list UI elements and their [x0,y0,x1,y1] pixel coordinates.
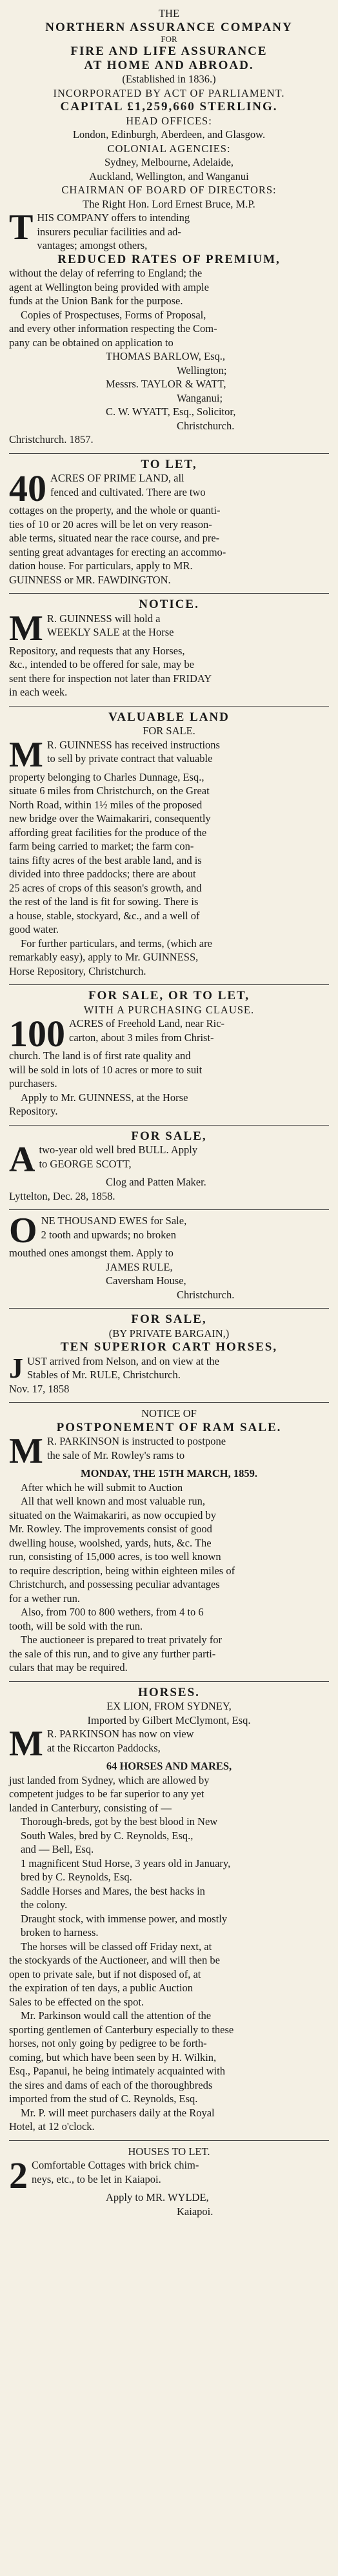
ad-line: Copies of Prospectuses, Forms of Proposal, [21,308,206,321]
ad-line: tooth, will be sold with the run. [9,1619,143,1632]
ad-line: insurers peculiar facilities and ad- [37,225,181,238]
ad-line: tains fifty acres of the best arable land, and is [9,854,202,866]
ad-line: divided into three paddocks; there are about [9,868,196,880]
big-number: 100 [9,1013,65,1055]
signature-line: Kaiapoi. [177,2205,214,2218]
ad-line: vantages; amongst others, [37,239,148,251]
company-name: NORTHERN ASSURANCE COMPANY [45,20,293,34]
divider [9,1681,329,1682]
ad-line: HEAD OFFICES: [126,114,212,127]
ad-bull-for-sale [9,1127,329,1209]
ad-line: remarkably easy), apply to Mr. GUINNESS, [9,951,199,963]
ad-line: R. PARKINSON is instructed to postpone [46,1435,226,1447]
big-number: 40 [9,467,46,509]
ad-line: the rest of the land is fit for sowing. There is [9,895,199,908]
ad-line: Mr. Rowley. The improvements consist of good [9,1523,212,1535]
ad-line: just landed from Sydney, which are allowed by [9,1773,210,1786]
signature-line: Christchurch. [177,1288,235,1301]
signature-line: Clog and Patten Maker. [106,1176,206,1188]
ad-freehold-land [9,986,329,1124]
ad-line: North Road, within 1½ miles of the proposed [9,798,203,811]
ad-line: ACRES OF PRIME LAND, all [50,472,184,484]
ad-ram-sale-postponement [9,1404,329,1680]
ad-title: HORSES. [138,1685,200,1699]
ad-line: Auckland, Wellington, and Wanganui [89,170,249,182]
ad-line: sporting gentlemen of Canterbury especially to these [9,2023,234,2036]
ad-line: bred by C. Reynolds, Esq. [21,1871,132,1883]
ad-to-let-land [9,455,329,592]
signature-line: JAMES RULE, [106,1260,173,1273]
big-number: 2 [9,2154,28,2196]
ad-line: farm being carried to market; the farm con- [9,840,194,852]
ad-line: fenced and cultivated. There are two [50,485,206,498]
ad-line: to GEORGE SCOTT, [39,1157,132,1170]
ad-line: For further particulars, and terms, (which are [21,937,212,950]
ad-title: FOR SALE, [131,1129,207,1143]
ad-line: without the delay of referring to England; the [9,267,203,279]
ad-line: mouthed ones amongst them. Apply to [9,1247,174,1259]
ad-title: TO LET, [141,457,197,471]
signature-line: THOMAS BARLOW, Esq., [106,350,226,362]
ad-line: at the Riccarton Paddocks, [46,1741,161,1754]
ad-line: broken to harness. [21,1926,99,1938]
ad-horses-ex-lion [9,1683,329,2139]
ad-line: ACRES of Freehold Land, near Ric- [69,1017,225,1029]
divider [9,1402,329,1403]
ad-line: GUINNESS or MR. FAWDINGTON. [9,573,171,586]
ad-line: will be sold in lots of 10 acres or more to suit [9,1063,203,1076]
ad-title: FOR SALE, OR TO LET, [88,989,250,1002]
ad-line: The auctioneer is prepared to treat privately for [21,1634,222,1646]
divider [9,984,329,985]
ad-heading: POSTPONEMENT OF RAM SALE. [56,1420,282,1434]
ad-line: Draught stock, with immense power, and mostly [21,1912,228,1925]
ad-line: and every other information respecting the Com- [9,322,217,335]
ad-line: to require description, being within eighteen miles of [9,1564,235,1577]
ad-line: pany can be obtained on application to [9,336,174,349]
ad-title: VALUABLE LAND [108,710,230,724]
signature-line: Apply to MR. WYLDE, [106,2191,209,2203]
drop-cap: M [9,734,43,775]
capital-line: CAPITAL £1,259,660 STERLING. [60,100,278,113]
signature-line: Wanganui; [177,391,223,404]
signature-line: C. W. WYATT, Esq., Solicitor, [106,405,236,418]
divider [9,1125,329,1126]
ad-line: After which he will submit to Auction [21,1481,183,1494]
ad-line: ties of 10 or 20 acres will be let on very reason- [9,518,212,531]
ad-line: dation house. For particulars, apply to MR. [9,560,193,572]
ad-line: horses, not only going by pedigree to be forth- [9,2037,207,2049]
ad-line: R. PARKINSON has now on view [46,1728,194,1740]
drop-cap: T [9,208,34,248]
ad-line: property belonging to Charles Dunnage, Esq., [9,770,204,783]
divider [9,453,329,454]
ad-line: agent at Wellington being provided with ample [9,280,209,293]
ad-line: Esq., Papanui, he being intimately acquainted with [9,2065,225,2077]
ad-line: carton, about 3 miles from Christ- [69,1031,214,1044]
ad-line: purchasers. [9,1077,57,1089]
ad-line: Also, from 700 to 800 wethers, from 4 to 6 [21,1606,204,1618]
ad-line: situate 6 miles from Christchurch, on the Great [9,785,210,797]
divider [9,706,329,707]
ad-line: Repository, and requests that any Horses, [9,644,185,657]
ad-subtitle: WITH A PURCHASING CLAUSE. [83,1003,255,1016]
ad-line: Sales to be effected on the spot. [9,1995,144,2008]
ad-line: run, consisting of 15,000 acres, is too well known [9,1550,221,1563]
ad-line: Christchurch, and possessing peculiar advantages [9,1578,220,1590]
ad-line: THE [158,7,180,19]
ad-line: and — Bell, Esq. [21,1843,94,1855]
ad-line: landed in Canterbury, consisting of — [9,1801,172,1814]
divider [9,593,329,594]
ad-line: WEEKLY SALE at the Horse [46,626,174,638]
ad-line: two-year old well bred BULL. Apply [39,1144,198,1156]
ad-line: Hotel, at 12 o'clock. [9,2120,95,2132]
ad-subtitle: Imported by Gilbert McClymont, Esq. [87,1713,251,1726]
ad-line: Comfortable Cottages with brick chim- [32,2159,199,2171]
ad-line: funds at the Union Bank for the purpose. [9,295,183,307]
ad-line: cottages on the property, and the whole or quanti- [9,504,221,516]
ad-line: Mr. Parkinson would call the attention of the [21,2009,212,2022]
ad-line: church. The land is of first rate quality and [9,1049,191,1062]
ad-line: Mr. P. will meet purchasers daily at the Royal [21,2106,215,2119]
ad-heading: AT HOME AND ABROAD. [84,58,254,72]
drop-cap: A [9,1140,35,1180]
ad-line: able terms, situated near the race course, and pre- [9,532,220,544]
divider [9,2140,329,2141]
ad-line: sent there for inspection not later than FRIDAY [9,672,212,685]
ad-line: to sell by private contract that valuable [46,752,213,765]
ad-line: the sires and dams of each of the thoroughbreds [9,2078,213,2091]
signature-line: Christchurch. [177,419,235,432]
ad-line: INCORPORATED BY ACT OF PARLIAMENT. [53,86,285,99]
ad-subtitle: (BY PRIVATE BARGAIN,) [108,1327,230,1340]
drop-cap: M [9,1431,43,1471]
ad-line: the expiration of ten days, a public Auction [9,1982,194,1994]
ad-line: UST arrived from Nelson, and on view at the [27,1354,219,1367]
signature-line: Caversham House, [106,1274,186,1287]
ad-heading: REDUCED RATES OF PREMIUM, [57,252,281,266]
ad-cart-horses [9,1310,329,1401]
ad-line: in each week. [9,686,68,698]
ad-line: Repository. [9,1105,58,1117]
ad-line: Stables of Mr. RULE, Christchurch. [27,1369,181,1381]
ad-ewes-for-sale [9,1211,329,1307]
signature-line: Wellington; [177,364,227,376]
ad-line: the stockyards of the Auctioneer, and will then be [9,1954,220,1966]
ad-line: 25 acres of crops of this season's growth, and [9,881,202,894]
ad-date: Nov. 17, 1858 [9,1382,70,1395]
divider [9,1209,329,1210]
ad-line: good water. [9,923,59,935]
ad-title: FOR SALE, [131,1312,207,1326]
ad-subtitle: FOR SALE. [143,725,195,737]
ad-valuable-land [9,708,329,984]
ad-line: dwelling house, woolshed, yards, huts, &c. The [9,1536,212,1549]
ad-line: FOR [161,34,177,44]
sale-date: MONDAY, THE 15TH MARCH, 1859. [81,1467,257,1479]
ad-line: imported from the stud of C. Reynolds, Esq. [9,2093,198,2105]
ad-line: competent judges to be far superior to any yet [9,1788,204,1800]
ad-title: NOTICE OF [141,1407,197,1420]
ad-line: the colony. [21,1898,68,1911]
ad-line: Horse Repository, Christchurch. [9,964,146,977]
drop-cap: J [9,1352,23,1384]
ad-line: the sale of this run, and to give any further parti- [9,1647,216,1660]
ad-line: culars that may be required. [9,1661,128,1673]
ad-line: senting great advantages for erecting an accommo- [9,545,226,558]
ad-line: situated on the Waimakariri, as now occupied by [9,1508,216,1521]
ad-line: new bridge over the Waimakariri, consequently [9,812,211,825]
ad-heading: 64 HORSES AND MARES, [106,1760,232,1772]
ad-line: Thorough-breds, got by the best blood in New [21,1815,218,1828]
signature-line: Messrs. TAYLOR & WATT, [106,378,226,390]
ad-line: HIS COMPANY offers to intending [37,211,190,224]
ad-subtitle: EX LION, FROM SYDNEY, [106,1700,232,1712]
ad-line: London, Edinburgh, Aberdeen, and Glasgow. [72,128,266,141]
ad-line: (Established in 1836.) [122,73,216,85]
ad-line: &c., intended to be offered for sale, may be [9,658,194,670]
ad-line: Saddle Horses and Mares, the best hacks in [21,1884,205,1897]
ad-line: 2 tooth and upwards; no broken [41,1228,176,1241]
ad-line: South Wales, bred by C. Reynolds, Esq., [21,1829,194,1842]
ad-line: Apply to Mr. GUINNESS, at the Horse [21,1091,188,1104]
ad-northern-assurance [9,4,329,452]
ad-heading: TEN SUPERIOR CART HORSES, [60,1340,278,1354]
ad-title: NOTICE. [139,598,199,611]
ad-line: R. GUINNESS will hold a [46,612,161,625]
drop-cap: M [9,1724,43,1764]
ad-line: open to private sale, but if not disposed of, at [9,1967,201,1980]
ad-line: the sale of Mr. Rowley's rams to [46,1449,185,1461]
ad-line: neys, etc., to be let in Kaiapoi. [32,2172,161,2185]
ad-line: coming, but which have been seen by H. Wilkin, [9,2051,217,2064]
ad-date: Lyttelton, Dec. 28, 1858. [9,1189,115,1202]
ad-line: 1 magnificent Stud Horse, 3 years old in January, [21,1857,231,1869]
drop-cap: O [9,1211,37,1251]
ad-line: for a wether run. [9,1592,80,1605]
ad-line: NE THOUSAND EWES for Sale, [41,1215,187,1227]
ad-line: R. GUINNESS has received instructions [46,738,220,751]
ad-date: Christchurch. 1857. [9,433,94,445]
drop-cap: M [9,608,43,649]
ad-line: All that well known and most valuable run, [21,1495,205,1507]
ad-line: The Right Hon. Lord Ernest Bruce, M.P. [83,197,255,210]
ad-houses-to-let [9,2142,329,2224]
ad-heading: FIRE AND LIFE ASSURANCE [70,44,268,58]
ad-line: affording great facilities for the produce of the [9,826,207,839]
ad-line: Sydney, Melbourne, Adelaide, [104,156,234,168]
ad-title: HOUSES TO LET. [128,2145,210,2158]
divider [9,1308,329,1309]
ad-notice-weekly-sale [9,595,329,705]
ad-line: a house, stable, stockyard, &c., and a well of [9,909,200,922]
ad-line: CHAIRMAN OF BOARD OF DIRECTORS: [61,184,277,196]
ad-line: COLONIAL AGENCIES: [107,142,231,155]
ad-line: The horses will be classed off Friday next, at [21,1940,212,1953]
